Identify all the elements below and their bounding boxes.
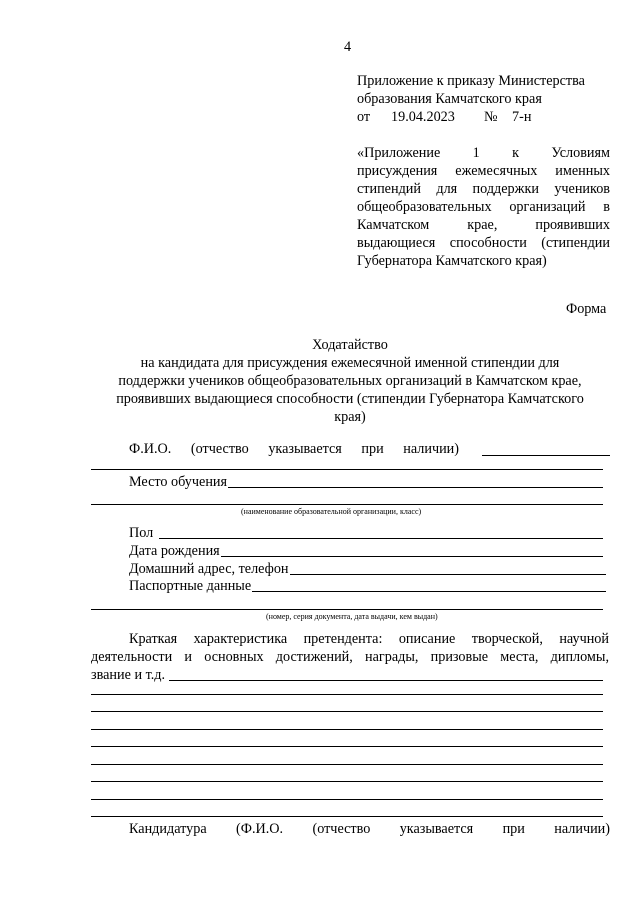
fio-input-line[interactable] <box>482 455 610 456</box>
blank-writing-line[interactable] <box>91 781 603 782</box>
quote-line: общеобразовательных организаций в <box>357 199 610 215</box>
blank-writing-line[interactable] <box>91 711 603 712</box>
characteristic-line: Краткая характеристика претендента: описание творческой, научной <box>129 631 609 647</box>
study-place-continuation-line[interactable] <box>91 504 603 505</box>
form-label: Форма <box>566 301 607 317</box>
appendix-number-sign: № <box>484 109 498 125</box>
characteristic-block <box>91 630 609 666</box>
blank-writing-line[interactable] <box>91 799 603 800</box>
quote-line: стипендий для поддержки учеников <box>357 181 610 197</box>
sex-label: Пол <box>129 525 154 541</box>
sex-input-line[interactable] <box>159 538 603 539</box>
title-line: поддержки учеников общеобразовательных организаций в Камчатском крае, <box>118 373 582 389</box>
blank-writing-line[interactable] <box>91 746 603 747</box>
passport-continuation-line[interactable] <box>91 609 603 610</box>
quote-line: «Приложение 1 к Условиям <box>357 145 610 161</box>
appendix-header-line-1: Приложение к приказу Министерства <box>357 73 585 89</box>
appendix-date: 19.04.2023 <box>391 109 455 125</box>
document-title <box>90 336 610 426</box>
title-line: на кандидата для присуждения ежемесячной именной стипендии для <box>140 355 560 371</box>
title-line: края) <box>334 409 366 425</box>
characteristic-row-3 <box>91 666 603 684</box>
birth-date-row <box>129 542 603 560</box>
characteristic-line: звание и т.д. <box>91 667 166 683</box>
characteristic-input-line[interactable] <box>169 680 603 681</box>
quote-line: Губернатора Камчатского края) <box>357 253 547 269</box>
fio-label: Ф.И.О. (отчество указывается при наличии) <box>129 441 459 457</box>
title-line: проявивших выдающиеся способности (стипендии Губернатора Камчатского <box>116 391 584 407</box>
quote-line: присуждения ежемесячных именных <box>357 163 610 179</box>
passport-label: Паспортные данные <box>129 578 252 594</box>
passport-row <box>129 577 606 595</box>
passport-hint: (номер, серия документа, дата выдачи, кем выдан) <box>266 612 438 621</box>
blank-writing-line[interactable] <box>91 729 603 730</box>
page-number: 4 <box>344 39 352 55</box>
blank-writing-line[interactable] <box>91 816 603 817</box>
blank-writing-line[interactable] <box>91 694 603 695</box>
fio-continuation-line[interactable] <box>91 469 603 470</box>
sex-row <box>129 524 603 542</box>
quote-block <box>357 144 610 270</box>
appendix-number: 7-н <box>512 109 532 125</box>
appendix-from-label: от <box>357 109 371 125</box>
study-place-row <box>129 473 603 491</box>
fio-label-container <box>129 440 459 458</box>
quote-line: выдающиеся способности (стипендии <box>357 235 610 251</box>
candidacy-block <box>129 820 610 838</box>
title-line: Ходатайство <box>312 337 388 353</box>
study-place-hint: (наименование образовательной организации, класс) <box>241 507 422 516</box>
birth-date-label: Дата рождения <box>129 543 220 559</box>
blank-writing-line[interactable] <box>91 764 603 765</box>
study-place-label: Место обучения <box>129 474 228 490</box>
passport-input-line[interactable] <box>252 591 606 592</box>
address-row <box>129 560 606 578</box>
address-input-line[interactable] <box>290 574 606 575</box>
address-label: Домашний адрес, телефон <box>129 561 289 577</box>
appendix-header-line-2: образования Камчатского края <box>357 91 542 107</box>
characteristic-line: деятельности и основных достижений, награды, призовые места, дипломы, <box>91 649 609 665</box>
quote-line: Камчатском крае, проявивших <box>357 217 610 233</box>
candidacy-line: Кандидатура (Ф.И.О. (отчество указывается при наличии) <box>129 821 610 837</box>
birth-date-input-line[interactable] <box>221 556 603 557</box>
study-place-input-line[interactable] <box>228 487 603 488</box>
